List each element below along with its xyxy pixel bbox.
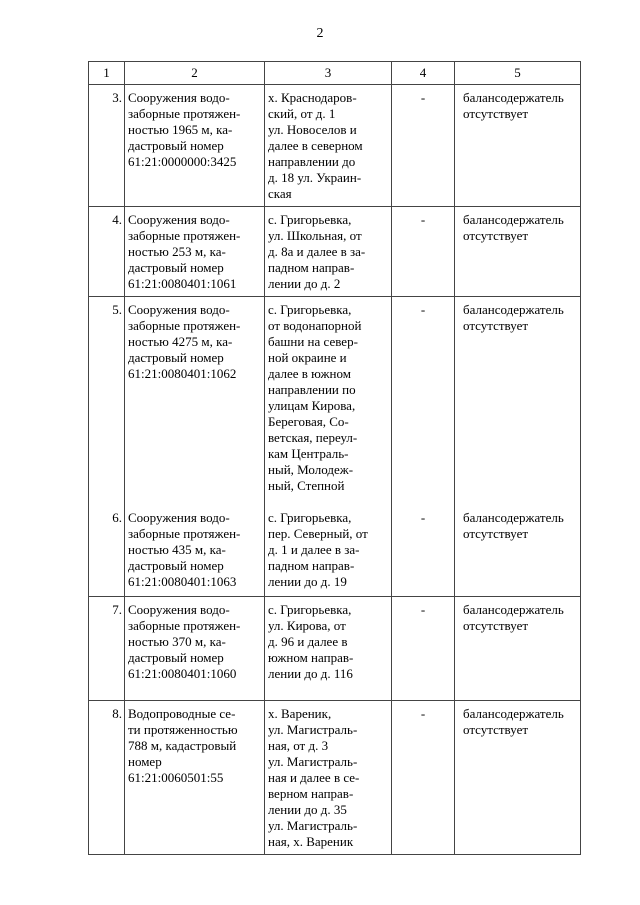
- column-4-value: -: [392, 85, 455, 207]
- column-header-4: 4: [392, 62, 455, 85]
- object-name: Сооружения водо- заборные протяжен- ностью 4275 м, ка- дастровый номер 61:21:0080401:1062: [125, 297, 265, 506]
- balance-holder: балансодержатель отсутствует: [455, 597, 581, 701]
- page-number: 2: [316, 26, 324, 41]
- column-header-location: 3: [265, 62, 392, 85]
- table-row: [89, 297, 581, 506]
- column-4-value: -: [392, 207, 455, 297]
- row-number: 4.: [89, 207, 125, 297]
- row-number: 5.: [89, 297, 125, 506]
- column-4-value: -: [392, 701, 455, 855]
- balance-holder: балансодержатель отсутствует: [455, 207, 581, 297]
- column-header-holder: 5: [455, 62, 581, 85]
- object-location: с. Григорьевка, ул. Школьная, от д. 8а и далее в за- падном направ- лении до д. 2: [265, 207, 392, 297]
- object-location: с. Григорьевка, ул. Кирова, от д. 96 и далее в южном направ- лении до д. 116: [265, 597, 392, 701]
- object-location: с. Григорьевка, от водонапорной башни на север- ной окраине и далее в южном направлении по улицам Кирова, Береговая, Со- ветская, переул- кам Централь- ный, Молодеж- ный, Степной: [265, 297, 392, 506]
- balance-holder: балансодержатель отсутствует: [455, 85, 581, 207]
- object-location: х. Вареник, ул. Магистраль- ная, от д. 3 ул. Магистраль- ная и далее в се- верном направ- лении до д. 35 ул. Магистраль- ная, х. Вареник: [265, 701, 392, 855]
- column-header-name: 2: [125, 62, 265, 85]
- column-4-value: -: [392, 597, 455, 701]
- row-number: 8.: [89, 701, 125, 855]
- column-4-value: -: [392, 297, 455, 506]
- balance-holder: балансодержатель отсутствует: [455, 505, 581, 597]
- row-number: 6.: [89, 505, 125, 597]
- table-row: [89, 85, 581, 207]
- table-row: [89, 505, 581, 597]
- balance-holder: балансодержатель отсутствует: [455, 701, 581, 855]
- table-row: [89, 701, 581, 855]
- table-row: [89, 597, 581, 701]
- object-name: Водопроводные се- ти протяженностью 788 м, кадастровый номер 61:21:0060501:55: [125, 701, 265, 855]
- column-4-value: -: [392, 505, 455, 597]
- object-name: Сооружения водо- заборные протяжен- ностью 1965 м, ка- дастровый номер 61:21:0000000:3425: [125, 85, 265, 207]
- table-header-row: [89, 62, 581, 85]
- column-header-number: 1: [89, 62, 125, 85]
- row-number: 3.: [89, 85, 125, 207]
- row-number: 7.: [89, 597, 125, 701]
- table-row: [89, 207, 581, 297]
- property-table: [88, 61, 581, 855]
- object-name: Сооружения водо- заборные протяжен- ностью 435 м, ка- дастровый номер 61:21:0080401:1063: [125, 505, 265, 597]
- object-name: Сооружения водо- заборные протяжен- ностью 253 м, ка- дастровый номер 61:21:0080401:1061: [125, 207, 265, 297]
- object-location: с. Григорьевка, пер. Северный, от д. 1 и далее в за- падном направ- лении до д. 19: [265, 505, 392, 597]
- object-name: Сооружения водо- заборные протяжен- ностью 370 м, ка- дастровый номер 61:21:0080401:1060: [125, 597, 265, 701]
- balance-holder: балансодержатель отсутствует: [455, 297, 581, 506]
- object-location: х. Краснодаров- ский, от д. 1 ул. Новоселов и далее в северном направлении до д. 18 ул. Украин- ская: [265, 85, 392, 207]
